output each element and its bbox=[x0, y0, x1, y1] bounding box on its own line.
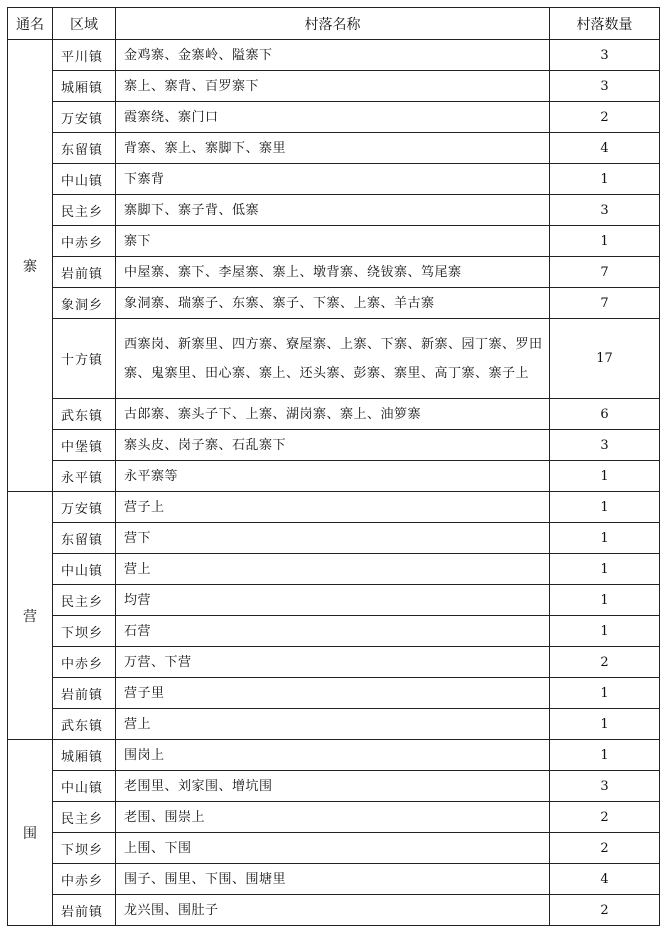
villages-cell: 围子、围里、下围、围塘里 bbox=[116, 864, 550, 895]
villages-cell: 老围、围崇上 bbox=[116, 802, 550, 833]
table-row bbox=[8, 288, 660, 319]
count-cell: 1 bbox=[550, 554, 660, 585]
table-row bbox=[8, 319, 660, 399]
table-row bbox=[8, 678, 660, 709]
count-cell: 1 bbox=[550, 492, 660, 523]
region-cell: 中山镇 bbox=[53, 554, 116, 585]
count-cell: 1 bbox=[550, 461, 660, 492]
region-cell: 岩前镇 bbox=[53, 895, 116, 926]
table-row bbox=[8, 740, 660, 771]
table-row bbox=[8, 585, 660, 616]
region-cell: 武东镇 bbox=[53, 399, 116, 430]
count-cell: 1 bbox=[550, 678, 660, 709]
table-row bbox=[8, 647, 660, 678]
region-cell: 万安镇 bbox=[53, 102, 116, 133]
region-cell: 中赤乡 bbox=[53, 226, 116, 257]
table-row bbox=[8, 616, 660, 647]
count-cell: 1 bbox=[550, 740, 660, 771]
header-row bbox=[8, 8, 660, 40]
table-row bbox=[8, 195, 660, 226]
count-cell: 1 bbox=[550, 164, 660, 195]
table-row bbox=[8, 864, 660, 895]
count-cell: 1 bbox=[550, 616, 660, 647]
count-cell: 2 bbox=[550, 102, 660, 133]
villages-cell: 营下 bbox=[116, 523, 550, 554]
region-cell: 中山镇 bbox=[53, 164, 116, 195]
villages-cell: 上围、下围 bbox=[116, 833, 550, 864]
region-cell: 永平镇 bbox=[53, 461, 116, 492]
villages-cell: 古郎寨、寨头子下、上寨、湖岗寨、寨上、油箩寨 bbox=[116, 399, 550, 430]
village-names-table bbox=[7, 7, 660, 926]
table-row bbox=[8, 71, 660, 102]
count-cell: 7 bbox=[550, 288, 660, 319]
villages-cell: 均营 bbox=[116, 585, 550, 616]
villages-cell: 金鸡寨、金寨岭、隘寨下 bbox=[116, 40, 550, 71]
category-cell: 围 bbox=[8, 740, 53, 926]
table-row bbox=[8, 102, 660, 133]
villages-cell: 霞寨绕、寨门口 bbox=[116, 102, 550, 133]
villages-cell: 象洞寨、瑞寨子、东寨、寨子、下寨、上寨、羊古寨 bbox=[116, 288, 550, 319]
count-cell: 17 bbox=[550, 319, 660, 399]
count-cell: 2 bbox=[550, 833, 660, 864]
villages-cell: 寨下 bbox=[116, 226, 550, 257]
table-row bbox=[8, 399, 660, 430]
table-row bbox=[8, 771, 660, 802]
villages-cell: 营子上 bbox=[116, 492, 550, 523]
count-cell: 2 bbox=[550, 895, 660, 926]
table-row bbox=[8, 709, 660, 740]
region-cell: 岩前镇 bbox=[53, 678, 116, 709]
table-row bbox=[8, 895, 660, 926]
region-cell: 下坝乡 bbox=[53, 833, 116, 864]
table-row bbox=[8, 226, 660, 257]
region-cell: 城厢镇 bbox=[53, 740, 116, 771]
region-cell: 民主乡 bbox=[53, 585, 116, 616]
count-cell: 3 bbox=[550, 195, 660, 226]
villages-cell: 万营、下营 bbox=[116, 647, 550, 678]
villages-cell: 老围里、刘家围、增坑围 bbox=[116, 771, 550, 802]
count-cell: 2 bbox=[550, 647, 660, 678]
header-region: 区域 bbox=[53, 8, 116, 40]
region-cell: 中赤乡 bbox=[53, 864, 116, 895]
villages-cell: 营上 bbox=[116, 554, 550, 585]
category-cell: 寨 bbox=[8, 40, 53, 492]
region-cell: 城厢镇 bbox=[53, 71, 116, 102]
villages-cell: 寨脚下、寨子背、低寨 bbox=[116, 195, 550, 226]
region-cell: 民主乡 bbox=[53, 802, 116, 833]
villages-cell: 永平寨等 bbox=[116, 461, 550, 492]
category-cell: 营 bbox=[8, 492, 53, 740]
villages-cell: 中屋寨、寨下、李屋寨、寨上、墩背寨、绕钹寨、笃尾寨 bbox=[116, 257, 550, 288]
table-row bbox=[8, 430, 660, 461]
table-row bbox=[8, 461, 660, 492]
villages-cell: 营上 bbox=[116, 709, 550, 740]
region-cell: 中山镇 bbox=[53, 771, 116, 802]
region-cell: 万安镇 bbox=[53, 492, 116, 523]
villages-cell: 下寨背 bbox=[116, 164, 550, 195]
count-cell: 1 bbox=[550, 585, 660, 616]
count-cell: 1 bbox=[550, 709, 660, 740]
region-cell: 中堡镇 bbox=[53, 430, 116, 461]
region-cell: 十方镇 bbox=[53, 319, 116, 399]
region-cell: 平川镇 bbox=[53, 40, 116, 71]
table-row bbox=[8, 257, 660, 288]
region-cell: 中赤乡 bbox=[53, 647, 116, 678]
header-villages: 村落名称 bbox=[116, 8, 550, 40]
count-cell: 3 bbox=[550, 430, 660, 461]
table-row bbox=[8, 40, 660, 71]
count-cell: 3 bbox=[550, 40, 660, 71]
region-cell: 武东镇 bbox=[53, 709, 116, 740]
count-cell: 2 bbox=[550, 802, 660, 833]
header-count: 村落数量 bbox=[550, 8, 660, 40]
table-row bbox=[8, 133, 660, 164]
villages-cell: 石营 bbox=[116, 616, 550, 647]
count-cell: 7 bbox=[550, 257, 660, 288]
count-cell: 3 bbox=[550, 771, 660, 802]
count-cell: 4 bbox=[550, 133, 660, 164]
region-cell: 象洞乡 bbox=[53, 288, 116, 319]
header-category: 通名 bbox=[8, 8, 53, 40]
region-cell: 下坝乡 bbox=[53, 616, 116, 647]
count-cell: 4 bbox=[550, 864, 660, 895]
table-body bbox=[8, 40, 660, 926]
table-row bbox=[8, 554, 660, 585]
count-cell: 1 bbox=[550, 523, 660, 554]
villages-cell: 龙兴围、围肚子 bbox=[116, 895, 550, 926]
villages-cell: 寨头皮、岗子寨、石乱寨下 bbox=[116, 430, 550, 461]
villages-cell: 背寨、寨上、寨脚下、寨里 bbox=[116, 133, 550, 164]
table-row bbox=[8, 833, 660, 864]
count-cell: 3 bbox=[550, 71, 660, 102]
table-row bbox=[8, 492, 660, 523]
table-row bbox=[8, 164, 660, 195]
region-cell: 民主乡 bbox=[53, 195, 116, 226]
villages-cell: 围岗上 bbox=[116, 740, 550, 771]
region-cell: 东留镇 bbox=[53, 523, 116, 554]
villages-cell: 寨上、寨背、百罗寨下 bbox=[116, 71, 550, 102]
region-cell: 东留镇 bbox=[53, 133, 116, 164]
count-cell: 1 bbox=[550, 226, 660, 257]
region-cell: 岩前镇 bbox=[53, 257, 116, 288]
table-row bbox=[8, 802, 660, 833]
villages-cell: 西寨岗、新寨里、四方寨、寮屋寨、上寨、下寨、新寨、园丁寨、罗田寨、鬼寨里、田心寨、寨上、还头寨、彭寨、寨里、高丁寨、寨子上 bbox=[116, 319, 550, 399]
villages-cell: 营子里 bbox=[116, 678, 550, 709]
count-cell: 6 bbox=[550, 399, 660, 430]
table-row bbox=[8, 523, 660, 554]
